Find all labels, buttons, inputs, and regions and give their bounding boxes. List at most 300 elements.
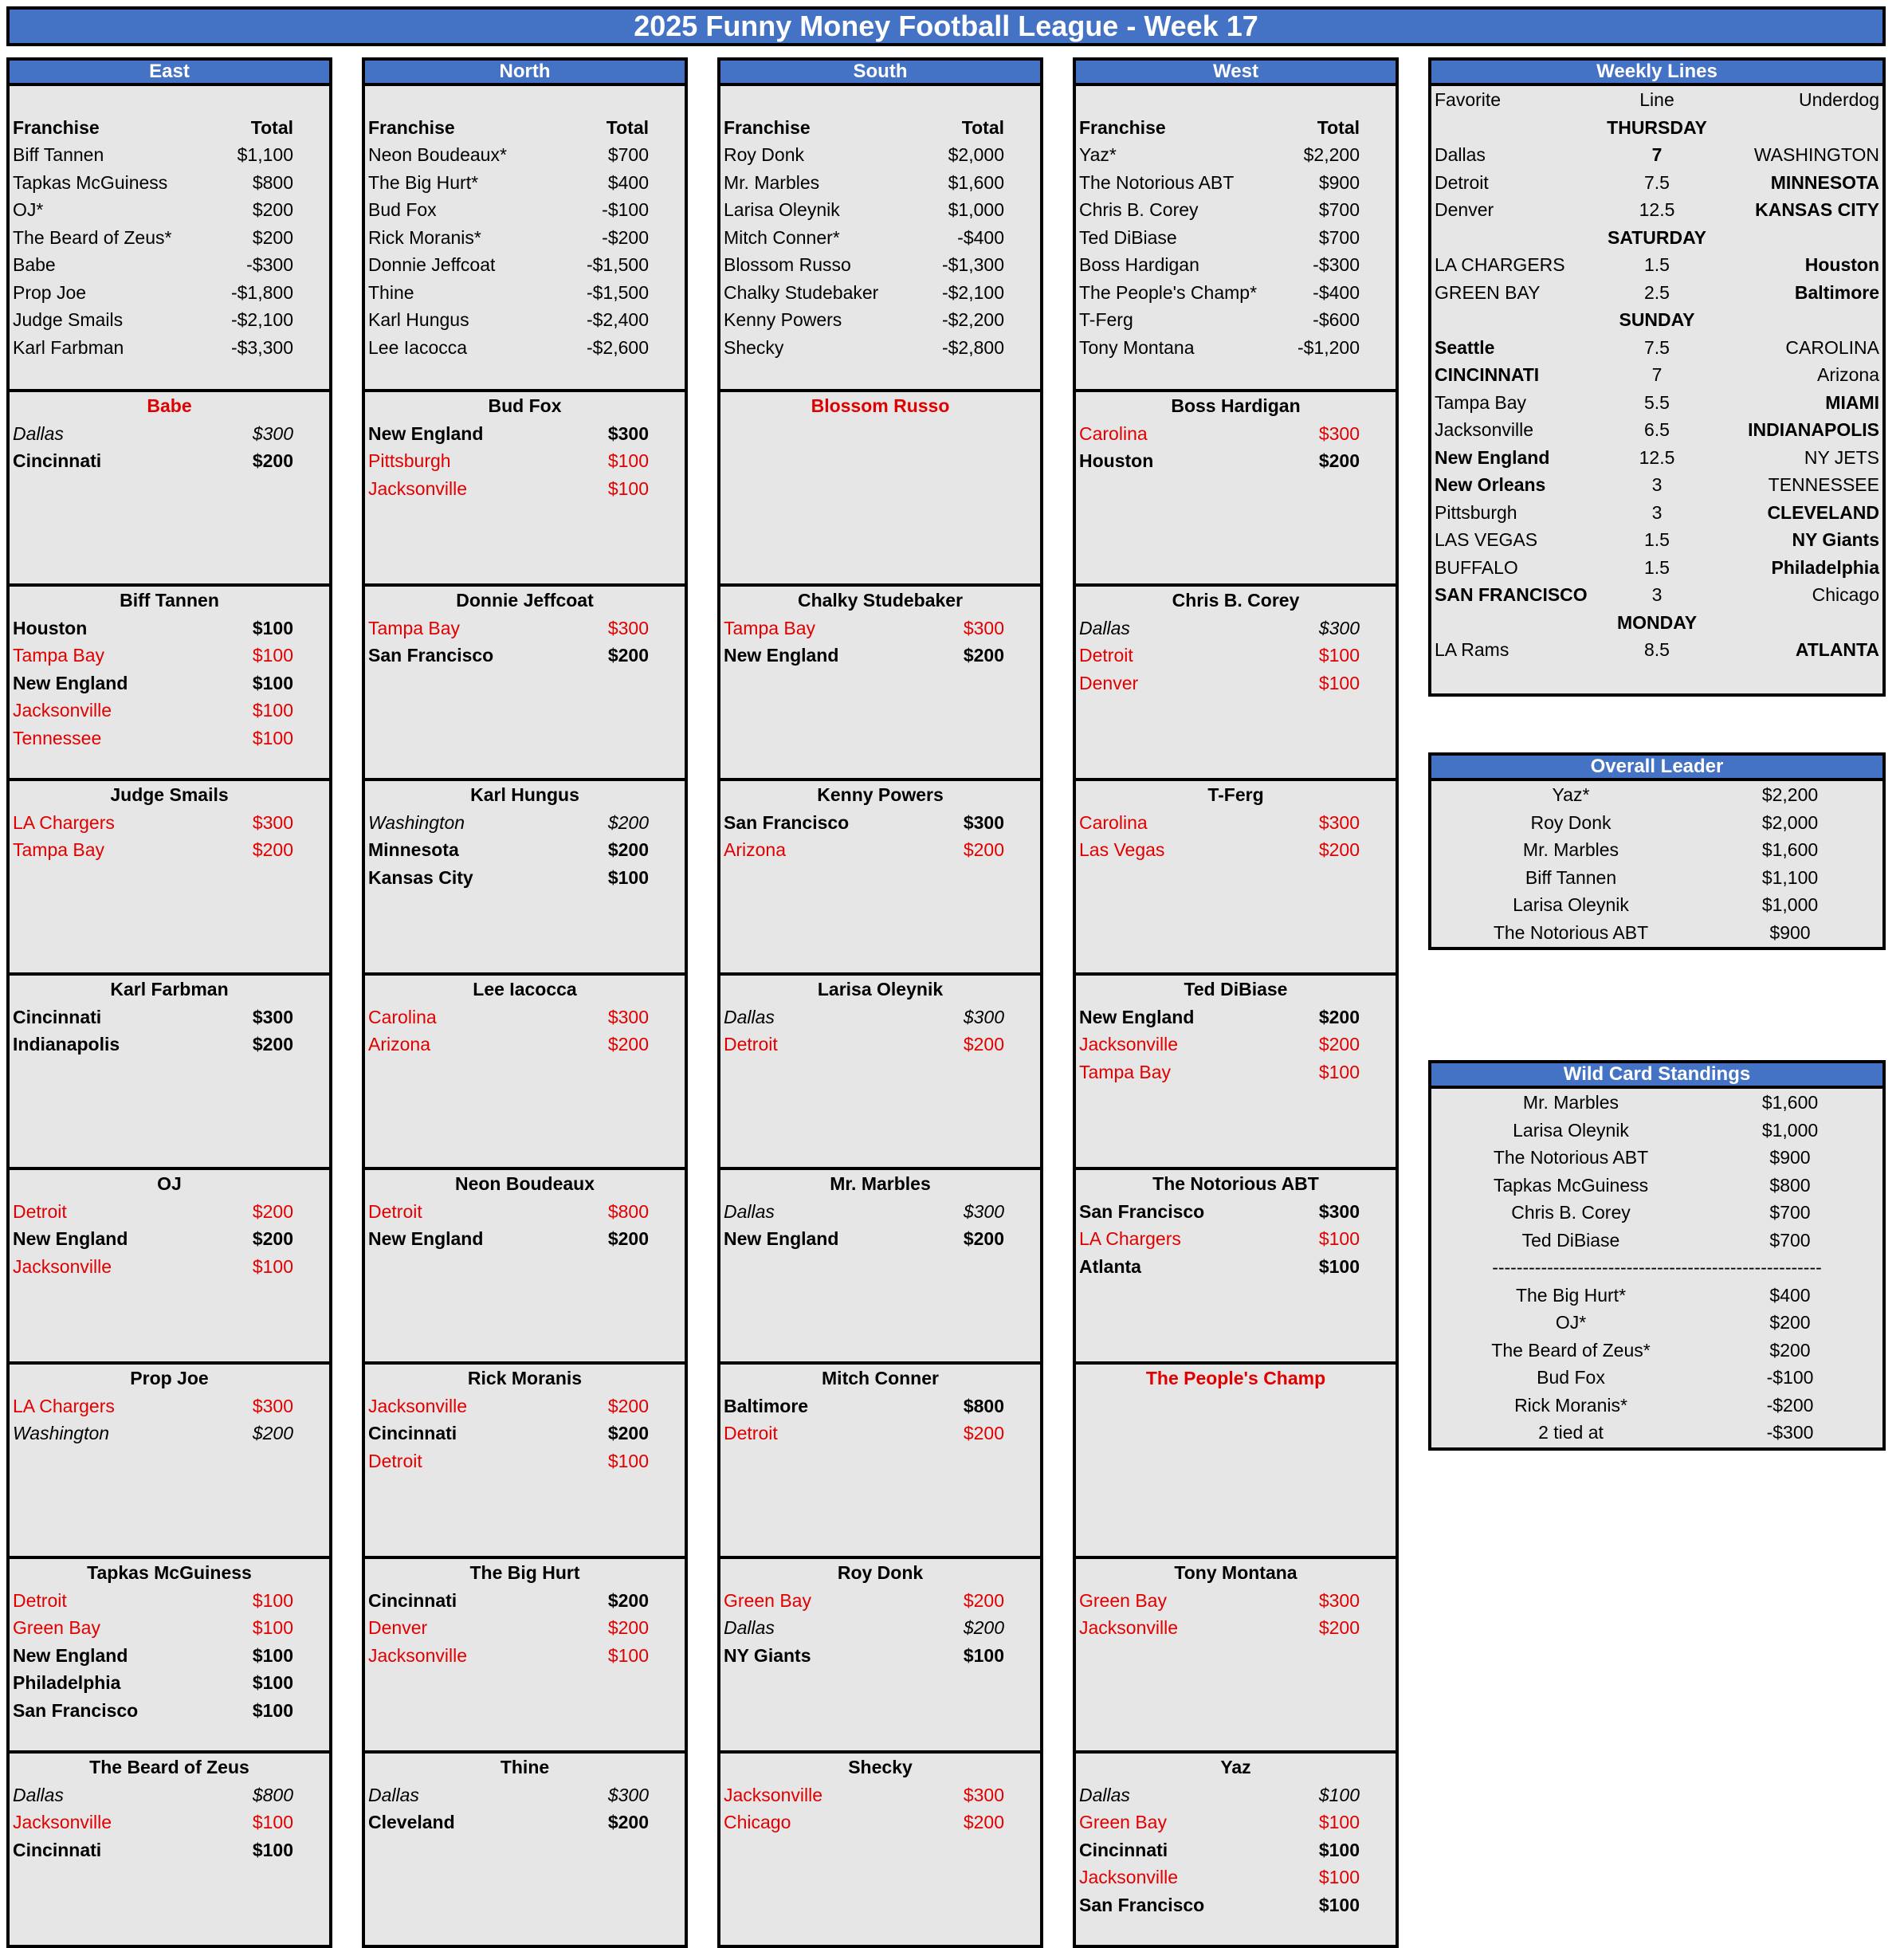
game-day-label: SUNDAY bbox=[1619, 309, 1695, 330]
game-line-row bbox=[1431, 636, 1882, 664]
underdog-team: Houston bbox=[1804, 254, 1879, 275]
pick-amount: $300 bbox=[963, 1784, 1004, 1805]
division-header: East bbox=[6, 57, 332, 86]
franchise-name: Thine bbox=[368, 281, 414, 303]
point-spread: 7 bbox=[1651, 364, 1663, 385]
underdog-team: Philadelphia bbox=[1771, 556, 1879, 578]
pick-row bbox=[365, 1809, 685, 1836]
page-title-text: 2025 Funny Money Football League - Week 17 bbox=[634, 10, 1258, 42]
franchise-total: $800 bbox=[252, 171, 293, 193]
team-owner-name: Donnie Jeffcoat bbox=[456, 590, 594, 611]
pick-amount: $100 bbox=[1318, 1894, 1360, 1915]
wild-card-total: -$200 bbox=[1766, 1394, 1814, 1416]
point-spread: 12.5 bbox=[1639, 199, 1675, 220]
pick-team: Dallas bbox=[724, 1006, 775, 1027]
pick-row bbox=[365, 420, 685, 447]
pick-team: Tampa Bay bbox=[368, 617, 461, 638]
pick-team: New England bbox=[13, 1228, 128, 1249]
wild-card-row bbox=[1431, 1144, 1882, 1172]
pick-row bbox=[10, 1253, 329, 1280]
pick-team: New England bbox=[13, 1644, 128, 1666]
pick-amount: $200 bbox=[1318, 1034, 1360, 1055]
leader-row bbox=[1431, 781, 1882, 809]
game-day-label: MONDAY bbox=[1616, 611, 1698, 633]
favorite-team: Tampa Bay bbox=[1435, 391, 1527, 413]
franchise-name: Bud Fox bbox=[368, 199, 437, 220]
franchise-total: $700 bbox=[607, 144, 649, 165]
standings-row bbox=[1076, 196, 1396, 223]
wild-card-total: -$100 bbox=[1766, 1367, 1814, 1388]
pick-amount: $800 bbox=[963, 1395, 1004, 1416]
pick-team: Dallas bbox=[724, 1617, 775, 1638]
underdog-team: Chicago bbox=[1812, 584, 1879, 605]
team-owner-name: Karl Farbman bbox=[110, 979, 229, 1000]
pick-row bbox=[1076, 1031, 1396, 1058]
underdog-team: Baltimore bbox=[1794, 281, 1879, 303]
franchise-total: $900 bbox=[1318, 171, 1360, 193]
standings-row bbox=[720, 141, 1040, 168]
pick-amount: $100 bbox=[1318, 1812, 1360, 1832]
wild-card-panel-header: Wild Card Standings bbox=[1428, 1060, 1886, 1089]
pick-amount: $100 bbox=[1318, 1061, 1360, 1082]
pick-amount: $100 bbox=[252, 672, 293, 693]
team-owner-name: Ted DiBiase bbox=[1184, 979, 1288, 1000]
pick-team: Carolina bbox=[1079, 422, 1148, 444]
pick-team: Tampa Bay bbox=[13, 645, 105, 666]
pick-amount: $100 bbox=[252, 645, 293, 666]
standings-row bbox=[10, 224, 329, 251]
team-owner-name: Tony Montana bbox=[1174, 1562, 1297, 1583]
game-line-row bbox=[1431, 361, 1882, 389]
pick-team: Houston bbox=[13, 617, 88, 638]
pick-team: San Francisco bbox=[1079, 1894, 1205, 1915]
total-column-header: Total bbox=[250, 116, 293, 138]
pick-team: Tampa Bay bbox=[13, 839, 105, 860]
pick-row bbox=[1076, 1864, 1396, 1891]
pick-team: Jacksonville bbox=[13, 700, 112, 721]
pick-amount: $300 bbox=[607, 617, 649, 638]
team-owner-name: Larisa Oleynik bbox=[817, 979, 944, 1000]
pick-row bbox=[10, 1697, 329, 1724]
game-day-row bbox=[1431, 306, 1882, 334]
pick-amount: $800 bbox=[607, 1200, 649, 1222]
standings-row bbox=[1076, 141, 1396, 168]
standings-row bbox=[10, 141, 329, 168]
franchise-total: -$2,800 bbox=[941, 336, 1004, 358]
pick-amount: $300 bbox=[1318, 617, 1360, 638]
pick-row bbox=[10, 1614, 329, 1641]
pick-row bbox=[1076, 1836, 1396, 1864]
pick-team: Detroit bbox=[13, 1589, 67, 1611]
team-owner-name: Mr. Marbles bbox=[830, 1173, 931, 1194]
favorite-team: CINCINNATI bbox=[1435, 364, 1540, 385]
pick-row bbox=[365, 642, 685, 669]
wild-card-total: $700 bbox=[1769, 1229, 1811, 1251]
team-picks-box bbox=[717, 1365, 1043, 1559]
pick-amount: $200 bbox=[963, 839, 1004, 860]
game-day-label: THURSDAY bbox=[1607, 116, 1707, 138]
pick-team: San Francisco bbox=[1079, 1200, 1205, 1222]
team-owner-name: Boss Hardigan bbox=[1171, 395, 1301, 416]
pick-amount: $200 bbox=[1318, 1617, 1360, 1638]
pick-row bbox=[10, 1420, 329, 1447]
standings-row bbox=[10, 306, 329, 333]
pick-amount: $100 bbox=[252, 1644, 293, 1666]
team-owner-name: Lee Iacocca bbox=[473, 979, 577, 1000]
favorite-team: Dallas bbox=[1435, 144, 1486, 165]
pick-amount: $200 bbox=[252, 1034, 293, 1055]
franchise-name: OJ* bbox=[13, 199, 44, 220]
pick-row bbox=[10, 1809, 329, 1836]
team-owner-name: T-Ferg bbox=[1207, 784, 1264, 805]
pick-team: Philadelphia bbox=[13, 1672, 121, 1693]
game-line-row bbox=[1431, 141, 1882, 169]
pick-row bbox=[10, 809, 329, 836]
wild-card-name: 2 tied at bbox=[1538, 1422, 1604, 1443]
wild-card-total: $700 bbox=[1769, 1202, 1811, 1223]
pick-amount: $300 bbox=[963, 1006, 1004, 1027]
pick-team: Arizona bbox=[368, 1034, 430, 1055]
pick-team: Dallas bbox=[13, 422, 64, 444]
standings-row bbox=[1076, 224, 1396, 251]
pick-row bbox=[10, 447, 329, 474]
pick-row bbox=[365, 1198, 685, 1225]
pick-amount: $200 bbox=[963, 1617, 1004, 1638]
team-owner-name: The People's Champ bbox=[1145, 1368, 1326, 1388]
pick-team: Detroit bbox=[724, 1034, 778, 1055]
franchise-total: $1,600 bbox=[948, 171, 1004, 193]
leader-total: $2,200 bbox=[1761, 784, 1819, 805]
franchise-name: Shecky bbox=[724, 336, 784, 358]
pick-row bbox=[365, 447, 685, 474]
team-owner-name: Roy Donk bbox=[837, 1562, 924, 1583]
franchise-total: -$300 bbox=[1313, 254, 1360, 275]
pick-amount: $100 bbox=[252, 1699, 293, 1721]
pick-team: Dallas bbox=[13, 1784, 64, 1805]
division-north bbox=[362, 57, 688, 1948]
franchise-name: Biff Tannen bbox=[13, 144, 104, 165]
team-picks-box bbox=[1073, 1365, 1399, 1559]
point-spread: 3 bbox=[1651, 501, 1663, 523]
pick-row bbox=[720, 1392, 1040, 1420]
team-picks-box bbox=[1073, 392, 1399, 587]
division-standings bbox=[717, 86, 1043, 392]
pick-amount: $200 bbox=[963, 645, 1004, 666]
pick-team: Green Bay bbox=[1079, 1589, 1167, 1611]
pick-row bbox=[365, 809, 685, 836]
line-column-header: Line bbox=[1639, 89, 1674, 110]
team-picks-box bbox=[6, 781, 332, 976]
standings-row bbox=[1076, 306, 1396, 333]
pick-amount: $300 bbox=[607, 1784, 649, 1805]
pick-team: Washington bbox=[368, 811, 465, 833]
pick-row bbox=[720, 1642, 1040, 1669]
pick-team: Chicago bbox=[724, 1812, 791, 1832]
team-picks-box bbox=[6, 976, 332, 1170]
pick-row bbox=[720, 1198, 1040, 1225]
pick-amount: $200 bbox=[607, 1423, 649, 1443]
pick-row bbox=[1076, 1058, 1396, 1086]
wild-card-name: Chris B. Corey bbox=[1511, 1202, 1631, 1223]
favorite-team: Pittsburgh bbox=[1435, 501, 1517, 523]
pick-row bbox=[365, 1420, 685, 1447]
pick-amount: $100 bbox=[607, 866, 649, 888]
team-owner-name: Karl Hungus bbox=[470, 784, 579, 805]
pick-amount: $200 bbox=[963, 1589, 1004, 1611]
pick-team: Kansas City bbox=[368, 866, 473, 888]
pick-row bbox=[10, 1781, 329, 1809]
game-line-row bbox=[1431, 416, 1882, 444]
pick-amount: $300 bbox=[607, 1006, 649, 1027]
underdog-team: ATLANTA bbox=[1795, 639, 1879, 660]
game-day-row bbox=[1431, 609, 1882, 637]
pick-amount: $200 bbox=[1318, 1006, 1360, 1027]
wild-card-panel-body bbox=[1428, 1089, 1886, 1451]
weekly-lines-header-row bbox=[1431, 86, 1882, 114]
franchise-name: Karl Hungus bbox=[368, 309, 469, 330]
point-spread: 1.5 bbox=[1644, 529, 1670, 550]
franchise-total: -$2,100 bbox=[941, 281, 1004, 303]
pick-row bbox=[10, 1836, 329, 1864]
pick-team: Minnesota bbox=[368, 839, 459, 860]
team-owner-name: Kenny Powers bbox=[817, 784, 944, 805]
pick-row bbox=[720, 1809, 1040, 1836]
pick-row bbox=[10, 1392, 329, 1420]
team-owner-name: The Notorious ABT bbox=[1152, 1173, 1319, 1194]
pick-amount: $300 bbox=[252, 1395, 293, 1416]
pick-row bbox=[720, 1420, 1040, 1447]
team-picks-box bbox=[6, 1365, 332, 1559]
separator-line: ------------------------------------------------------ bbox=[1492, 1257, 1822, 1278]
pick-amount: $100 bbox=[1318, 1255, 1360, 1277]
franchise-total: $200 bbox=[252, 226, 293, 248]
franchise-name: Roy Donk bbox=[724, 144, 804, 165]
pick-team: Jacksonville bbox=[1079, 1617, 1178, 1638]
pick-row bbox=[720, 1781, 1040, 1809]
pick-amount: $200 bbox=[607, 1395, 649, 1416]
wild-card-total: $400 bbox=[1769, 1284, 1811, 1306]
pick-amount: $300 bbox=[607, 422, 649, 444]
pick-team: Cincinnati bbox=[1079, 1839, 1168, 1860]
pick-amount: $100 bbox=[252, 1672, 293, 1693]
franchise-total: -$1,500 bbox=[586, 254, 649, 275]
leader-name: Biff Tannen bbox=[1525, 866, 1617, 888]
pick-row bbox=[10, 697, 329, 724]
pick-amount: $100 bbox=[1318, 1228, 1360, 1249]
pick-team: Cleveland bbox=[368, 1812, 455, 1832]
pick-amount: $100 bbox=[607, 1450, 649, 1471]
pick-row bbox=[720, 1031, 1040, 1058]
pick-row bbox=[1076, 1614, 1396, 1641]
pick-team: Cincinnati bbox=[13, 1839, 102, 1860]
wild-card-row bbox=[1431, 1172, 1882, 1200]
wild-card-name: Mr. Marbles bbox=[1522, 1092, 1619, 1113]
game-day-label: SATURDAY bbox=[1608, 226, 1706, 248]
leader-row bbox=[1431, 836, 1882, 864]
pick-team: Denver bbox=[1079, 672, 1139, 693]
pick-row bbox=[365, 1031, 685, 1058]
pick-row bbox=[10, 1587, 329, 1614]
point-spread: 1.5 bbox=[1644, 556, 1670, 578]
team-picks-box bbox=[6, 392, 332, 587]
franchise-total: -$1,300 bbox=[941, 254, 1004, 275]
game-line-row bbox=[1431, 526, 1882, 554]
franchise-name: T-Ferg bbox=[1079, 309, 1133, 330]
pick-row bbox=[10, 725, 329, 752]
wild-card-row bbox=[1431, 1199, 1882, 1227]
standings-row bbox=[365, 334, 685, 361]
franchise-name: Neon Boudeaux* bbox=[368, 144, 507, 165]
team-owner-name: OJ bbox=[157, 1173, 182, 1194]
team-picks-box bbox=[717, 1754, 1043, 1948]
pick-amount: $200 bbox=[252, 450, 293, 471]
standings-row bbox=[1076, 279, 1396, 306]
pick-team: Detroit bbox=[368, 1450, 422, 1471]
franchise-name: Ted DiBiase bbox=[1079, 226, 1177, 248]
underdog-team: Arizona bbox=[1817, 364, 1879, 385]
franchise-name: Boss Hardigan bbox=[1079, 254, 1199, 275]
team-owner-name: Mitch Conner bbox=[822, 1368, 939, 1388]
standings-row bbox=[1076, 334, 1396, 361]
underdog-team: NY Giants bbox=[1792, 529, 1879, 550]
game-line-row bbox=[1431, 251, 1882, 279]
game-line-row bbox=[1431, 279, 1882, 307]
weekly-lines-panel-body bbox=[1428, 86, 1886, 697]
franchise-total: -$1,200 bbox=[1297, 336, 1360, 358]
pick-amount: $200 bbox=[607, 645, 649, 666]
pick-row bbox=[10, 670, 329, 697]
standings-row bbox=[1076, 169, 1396, 196]
pick-amount: $300 bbox=[1318, 1200, 1360, 1222]
game-line-row bbox=[1431, 444, 1882, 472]
pick-amount: $100 bbox=[252, 617, 293, 638]
pick-row bbox=[720, 615, 1040, 642]
franchise-total: $700 bbox=[1318, 199, 1360, 220]
point-spread: 7.5 bbox=[1644, 171, 1670, 193]
pick-row bbox=[1076, 670, 1396, 697]
pick-row bbox=[365, 615, 685, 642]
pick-team: Detroit bbox=[1079, 645, 1133, 666]
pick-row bbox=[720, 1225, 1040, 1252]
team-picks-box bbox=[1073, 1170, 1399, 1365]
underdog-team: INDIANAPOLIS bbox=[1748, 419, 1879, 440]
overall-leader-panel-header: Overall Leader bbox=[1428, 752, 1886, 781]
pick-amount: $100 bbox=[1318, 1867, 1360, 1887]
franchise-name: Tony Montana bbox=[1079, 336, 1195, 358]
overall-leader-panel bbox=[1428, 752, 1886, 950]
pick-amount: $300 bbox=[1318, 1589, 1360, 1611]
pick-team: New England bbox=[368, 422, 484, 444]
team-owner-name: The Big Hurt bbox=[469, 1562, 580, 1583]
standings-row bbox=[10, 169, 329, 196]
point-spread: 3 bbox=[1651, 584, 1663, 605]
team-picks-box bbox=[362, 587, 688, 781]
pick-row bbox=[1076, 1587, 1396, 1614]
standings-row bbox=[720, 279, 1040, 306]
division-header: North bbox=[362, 57, 688, 86]
pick-amount: $100 bbox=[1318, 672, 1360, 693]
pick-team: Jacksonville bbox=[1079, 1867, 1178, 1887]
pick-row bbox=[10, 1669, 329, 1696]
franchise-name: Mr. Marbles bbox=[724, 171, 820, 193]
pick-row bbox=[1076, 1003, 1396, 1031]
pick-amount: $100 bbox=[1318, 645, 1360, 666]
pick-team: Washington bbox=[13, 1423, 110, 1443]
pick-row bbox=[365, 1781, 685, 1809]
wild-card-row bbox=[1431, 1117, 1882, 1145]
pick-team: New England bbox=[724, 645, 839, 666]
favorite-team: LA Rams bbox=[1435, 639, 1509, 660]
wild-card-name: Rick Moranis* bbox=[1514, 1394, 1627, 1416]
point-spread: 7 bbox=[1651, 144, 1663, 165]
favorite-team: GREEN BAY bbox=[1435, 281, 1541, 303]
pick-team: New England bbox=[368, 1228, 484, 1249]
leader-row bbox=[1431, 891, 1882, 919]
pick-amount: $200 bbox=[1318, 839, 1360, 860]
underdog-team: CAROLINA bbox=[1785, 336, 1879, 358]
standings-row bbox=[10, 196, 329, 223]
wild-card-row bbox=[1431, 1337, 1882, 1365]
game-line-row bbox=[1431, 554, 1882, 582]
point-spread: 12.5 bbox=[1639, 446, 1675, 468]
wild-card-row bbox=[1431, 1282, 1882, 1310]
division-header: West bbox=[1073, 57, 1399, 86]
pick-team: Pittsburgh bbox=[368, 450, 451, 471]
wild-card-name: Bud Fox bbox=[1537, 1367, 1605, 1388]
pick-team: San Francisco bbox=[724, 811, 850, 833]
wild-card-total: -$300 bbox=[1766, 1422, 1814, 1443]
pick-amount: $800 bbox=[252, 1784, 293, 1805]
franchise-total: -$100 bbox=[602, 199, 649, 220]
pick-amount: $200 bbox=[607, 1812, 649, 1832]
franchise-total: $2,200 bbox=[1303, 144, 1360, 165]
pick-team: Dallas bbox=[1079, 617, 1130, 638]
standings-row bbox=[365, 169, 685, 196]
point-spread: 1.5 bbox=[1644, 254, 1670, 275]
pick-row bbox=[10, 1031, 329, 1058]
pick-amount: $200 bbox=[963, 1034, 1004, 1055]
weekly-lines-panel bbox=[1428, 57, 1886, 697]
pick-row bbox=[720, 1614, 1040, 1641]
pick-row bbox=[720, 642, 1040, 669]
standings-row bbox=[365, 306, 685, 333]
leader-row bbox=[1431, 919, 1882, 947]
standings-row bbox=[10, 279, 329, 306]
game-line-row bbox=[1431, 471, 1882, 499]
wild-card-total: $1,000 bbox=[1761, 1119, 1819, 1141]
pick-row bbox=[1076, 1891, 1396, 1919]
pick-team: Atlanta bbox=[1079, 1255, 1141, 1277]
team-owner-name: Babe bbox=[147, 395, 192, 416]
team-picks-box bbox=[1073, 781, 1399, 976]
franchise-total: -$3,300 bbox=[230, 336, 293, 358]
pick-amount: $100 bbox=[252, 1589, 293, 1611]
game-line-row bbox=[1431, 499, 1882, 527]
team-picks-box bbox=[362, 1170, 688, 1365]
franchise-total: -$2,200 bbox=[941, 309, 1004, 330]
franchise-name: Donnie Jeffcoat bbox=[368, 254, 496, 275]
pick-team: Jacksonville bbox=[13, 1255, 112, 1277]
pick-team: Jacksonville bbox=[368, 477, 467, 499]
leader-row bbox=[1431, 864, 1882, 892]
standings-row bbox=[720, 306, 1040, 333]
franchise-name: Blossom Russo bbox=[724, 254, 851, 275]
wild-card-separator bbox=[1431, 1254, 1882, 1282]
wild-card-total: $800 bbox=[1769, 1174, 1811, 1196]
franchise-total: -$1,800 bbox=[230, 281, 293, 303]
pick-amount: $300 bbox=[1318, 422, 1360, 444]
pick-team: LA Chargers bbox=[1079, 1228, 1181, 1249]
